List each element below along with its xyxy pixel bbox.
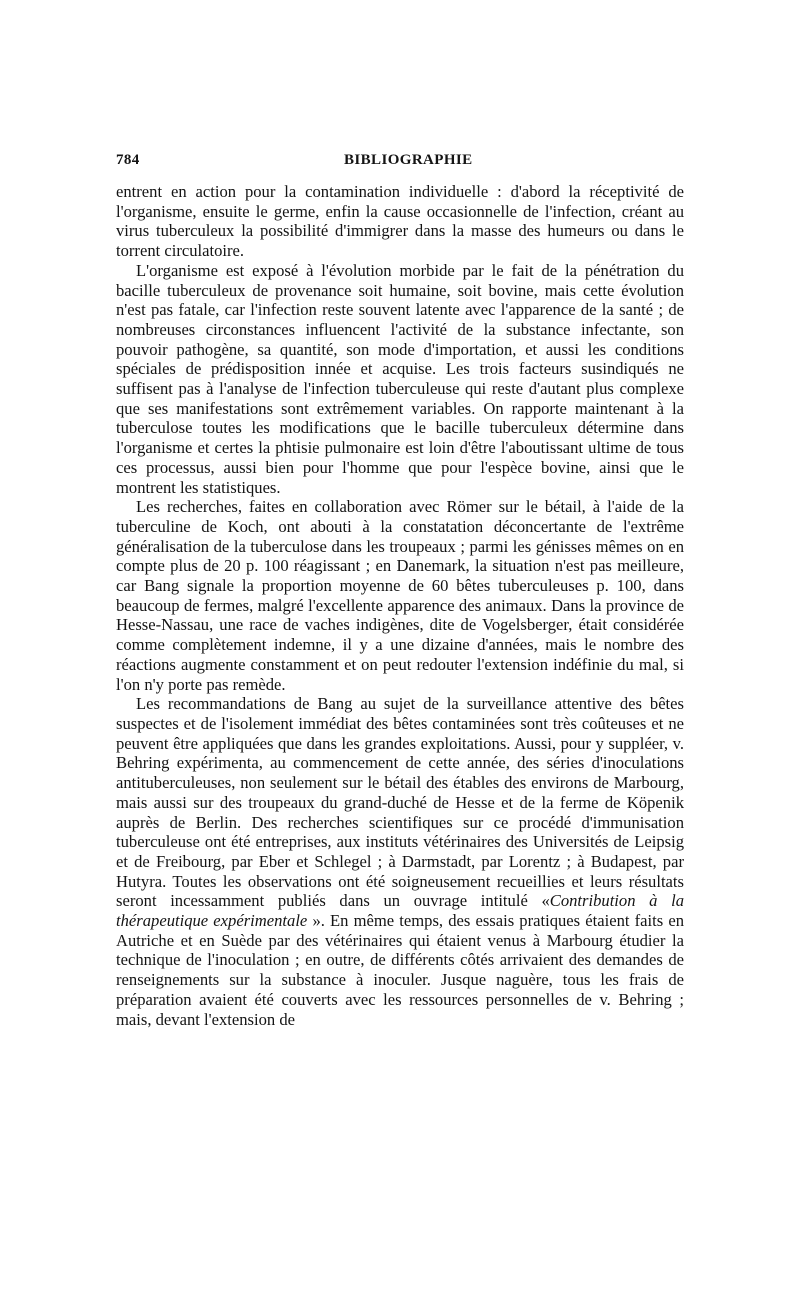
paragraph-recommandations: [116, 694, 684, 1029]
paragraph-recherches: Les recherches, faites en collaboration avec Römer sur le bétail, à l'aide de la tuberculine de Koch, ont abouti à la constatation déconcertante de l'extrême généralisation de la tuberculose dans les troupeaux ; parmi les génisses mêmes on en compte plus de 20 p. 100 réagissant ; en Danemark, la situation n'est pas meilleure, car Bang signale la proportion moyenne de 60 bêtes tuberculeuses p. 100, dans beaucoup de fermes, malgré l'excellente apparence des animaux. Dans la province de Hesse-Nassau, une race de vaches indigènes, dite de Vogelsberger, était considérée comme complètement indemne, il y a une dizaine d'années, mais le nombre des réactions augmente constamment et on peut redouter l'extension indéfinie du mal, si l'on n'y porte pas remède.: [116, 497, 684, 694]
paragraph-organisme: L'organisme est exposé à l'évolution morbide par le fait de la pénétration du bacille tuberculeux de provenance soit humaine, soit bovine, mais cette évolution n'est pas fatale, car l'infection reste souvent latente avec l'apparence de la santé ; de nombreuses circonstances influencent l'activité de la substance infectante, son pouvoir pathogène, sa quantité, son mode d'importation, et aussi les conditions spéciales de prédisposition innée et acquise. Les trois facteurs susindiqués ne suffisent pas à l'analyse de l'infection tuberculeuse qui reste d'autant plus complexe que ses manifestations sont extrêmement variables. On rapporte maintenant à la tuberculose toutes les modifications que le bacille tuberculeux détermine dans l'organisme et certes la phtisie pulmonaire est loin d'être l'aboutissant ultime de tous ces processus, aussi bien pour l'homme que pour l'espèce bovine, ainsi que le montrent les statistiques.: [116, 260, 684, 497]
paragraph-text-before: Les recommandations de Bang au sujet de la surveillance attentive des bêtes suspectes et de l'isolement immédiat des bêtes contaminées sont très coûteuses et ne peuvent être appliquées que dans les grandes exploitations. Aussi, pour y suppléer, v. Behring expérimenta, au commencement de cette année, des séries d'inoculations antituberculeuses, non seulement sur le bétail des étables des environs de Marbourg, mais aussi sur des troupeaux du grand-duché de Hesse et de la ferme de Köpenik auprès de Berlin. Des recherches scientifiques sur ce procédé d'immunisation tuberculeuse ont été entreprises, aux instituts vétérinaires des Universités de Leipsig et de Freibourg, par Eber et Schlegel ; à Darmstadt, par Lorentz ; à Budapest, par Hutyra. Toutes les observations ont été soigneusement recueillies et leurs résultats seront incessamment publiés dans un ouvrage intitulé «: [116, 694, 684, 911]
body-text: [116, 182, 684, 1029]
paragraph-text-after: ». En même temps, des essais pratiques étaient faits en Autriche et en Suède par des vétérinaires qui étaient venus à Marbourg étudier la technique de l'inoculation ; en outre, de différents côtés arrivaient des demandes de renseignements sur la substance à inoculer. Jusque naguère, tous les frais de préparation avaient été couverts avec les ressources personnelles de v. Behring ; mais, devant l'extension de: [116, 911, 684, 1029]
page-number: 784: [116, 152, 140, 168]
header-title: BIBLIOGRAPHIE: [344, 152, 473, 168]
book-page: [116, 152, 684, 1029]
paragraph-continuation: entrent en action pour la contamination individuelle : d'abord la réceptivité de l'organisme, ensuite le germe, enfin la cause occasionnelle de l'infection, créant au virus tuberculeux la possibilité d'immigrer dans la masse des humeurs ou dans le torrent circulatoire.: [116, 182, 684, 261]
book-title-italic: Contribution à la thérapeutique expérimentale: [116, 891, 685, 931]
running-head: [116, 152, 684, 182]
